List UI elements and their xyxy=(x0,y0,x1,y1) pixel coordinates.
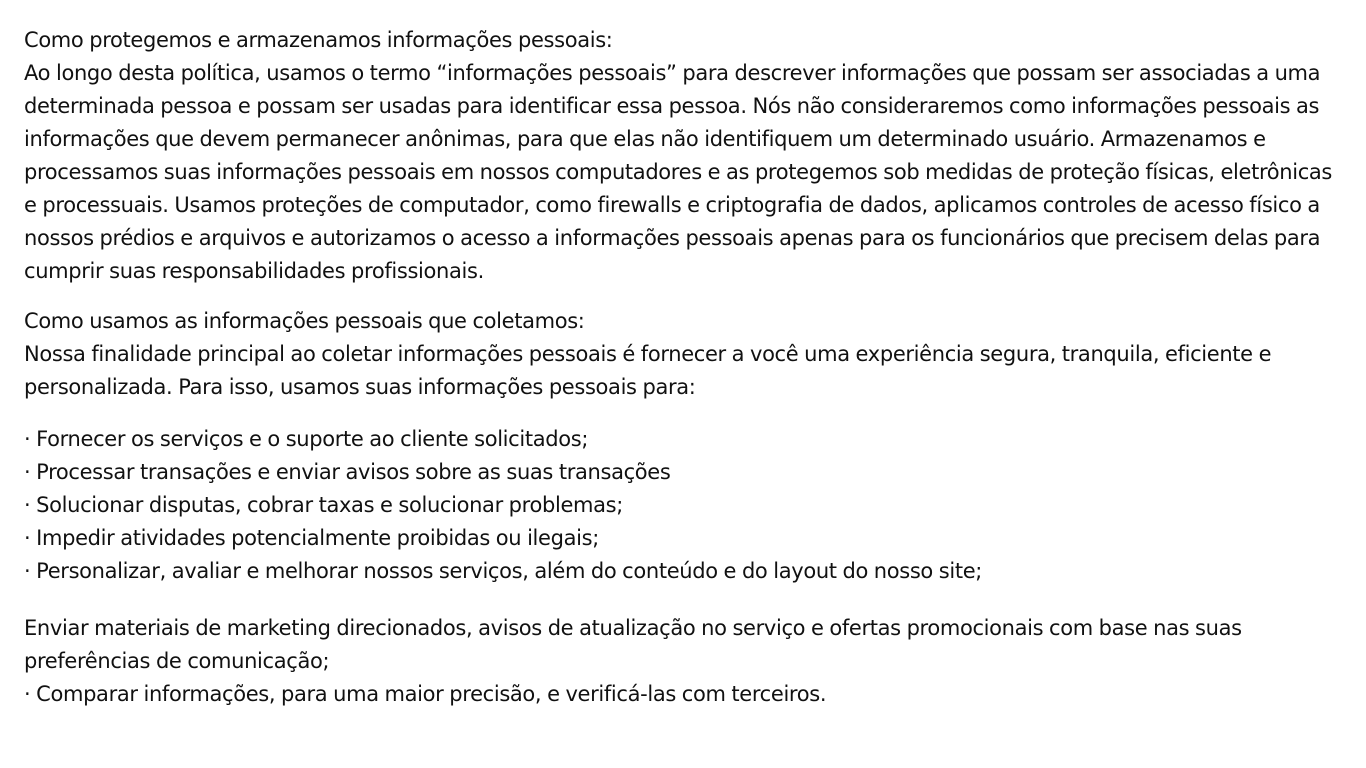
section-protection xyxy=(24,24,1349,288)
list-item: · Personalizar, avaliar e melhorar nossos serviços, além do conteúdo e do layout do nosso site; xyxy=(24,559,983,583)
policy-content xyxy=(24,24,1349,711)
section-marketing xyxy=(24,612,1349,711)
list-item: · Fornecer os serviços e o suporte ao cliente solicitados; xyxy=(24,427,589,451)
spacer xyxy=(24,588,1349,612)
section-paragraph: Enviar materiais de marketing direcionados, avisos de atualização no serviço e ofertas promocionais com base nas suas preferências de comunicação; xyxy=(24,616,1242,673)
section-paragraph: Nossa finalidade principal ao coletar informações pessoais é fornecer a você uma experiência segura, tranquila, eficiente e personalizada. Para isso, usamos suas informações pessoais para: xyxy=(24,342,1272,399)
list-item: · Impedir atividades potencialmente proibidas ou ilegais; xyxy=(24,526,599,550)
section-paragraph: Ao longo desta política, usamos o termo “informações pessoais” para descrever informações que possam ser associadas a uma determinada pessoa e possam ser usadas para identificar essa pessoa. Nós não consideraremos como informações pessoais as informações que devem permanecer anônimas, para que elas não identifiquem um determinado usuário. Armazenamos e processamos suas informações pessoais em nossos computadores e as protegemos sob medidas de proteção físicas, eletrônicas e processuais. Usamos proteções de computador, como firewalls e criptografia de dados, aplicamos controles de acesso físico a nossos prédios e arquivos e autorizamos o acesso a informações pessoais apenas para os funcionários que precisem delas para cumprir suas responsabilidades profissionais. xyxy=(24,61,1333,283)
list-item: · Solucionar disputas, cobrar taxas e solucionar problemas; xyxy=(24,493,623,517)
list-item: · Processar transações e enviar avisos sobre as suas transações xyxy=(24,460,671,484)
section-heading: Como protegemos e armazenamos informações pessoais: xyxy=(24,28,613,52)
spacer xyxy=(24,404,1349,423)
spacer xyxy=(24,288,1349,305)
section-heading: Como usamos as informações pessoais que coletamos: xyxy=(24,309,585,333)
list-item: · Comparar informações, para uma maior precisão, e verificá-las com terceiros. xyxy=(24,682,827,706)
section-usage xyxy=(24,305,1349,404)
usage-list xyxy=(24,423,1349,588)
